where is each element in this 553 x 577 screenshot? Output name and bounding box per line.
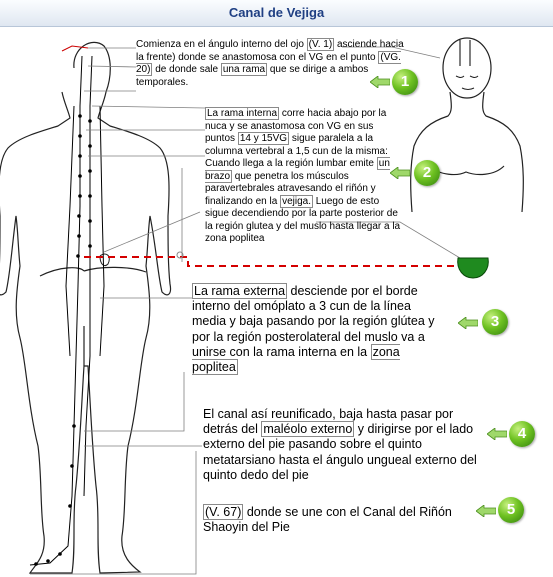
section-3-text: La rama externa desciende por el borde interno del omóplato a 3 cun de la línea media y baja pasando por la región glútea y por la región posterolateral del muslo va a unirse con la rama interna en la zona poplitea — [192, 284, 435, 375]
acupoints-back — [34, 114, 92, 566]
arrow-left-icon — [458, 317, 478, 329]
meridian-lines-front — [460, 40, 470, 66]
badge-2: 2 — [414, 160, 440, 186]
section-4-text: El canal así reunificado, baja hasta pasar por detrás del maléolo externo y dirigirse por el lado externo del pie pasando sobre el quinto metatarsiano hasta el ángulo ungueal externo del quinto dedo del pie — [203, 407, 477, 482]
page-title: Canal de Vejiga — [228, 5, 325, 20]
arrow-left-icon — [390, 167, 410, 179]
badge-3: 3 — [482, 309, 508, 335]
badge-4: 4 — [509, 421, 535, 447]
badge-1: 1 — [392, 69, 418, 95]
section-5-text: (V. 67) donde se une con el Canal del Riñón Shaoyin del Pie — [203, 505, 452, 535]
arrow-left-icon — [476, 505, 496, 517]
kidney-bladder-connector — [84, 257, 460, 266]
branch-label: una rama — [222, 64, 266, 76]
back-view-body — [0, 42, 171, 573]
section-2-text: La rama interna corre hacia abajo por la nuca y se anastomosa con VG en sus puntos 14 y 15VG sigue paralela a la columna vertebral a 1,5 cun de la misma: Cuando llega a la región lumbar emite un brazo que penetra los músculos paravertebrales atravesando el riñón y finalizando en la vejiga. Luego de esto sigue decendiendo por la parte posterior de la región glutea y del muslo hasta llegar a la zona poplitea — [205, 108, 401, 244]
bladder-icon — [458, 258, 489, 278]
arrow-left-icon — [370, 76, 390, 88]
arrow-left-icon — [487, 428, 507, 440]
section-1-text: Comienza en el ángulo interno del ojo (V. 1) asciende hacia la frente) donde se anastomosa con el VG en el punto (VG. 20) de donde sale una rama que se dirige a ambos temporales. — [136, 39, 404, 88]
point-vg20: (VG. 20) — [136, 51, 401, 76]
point-v1: (V. 1) — [308, 39, 333, 50]
badge-5: 5 — [498, 497, 524, 523]
